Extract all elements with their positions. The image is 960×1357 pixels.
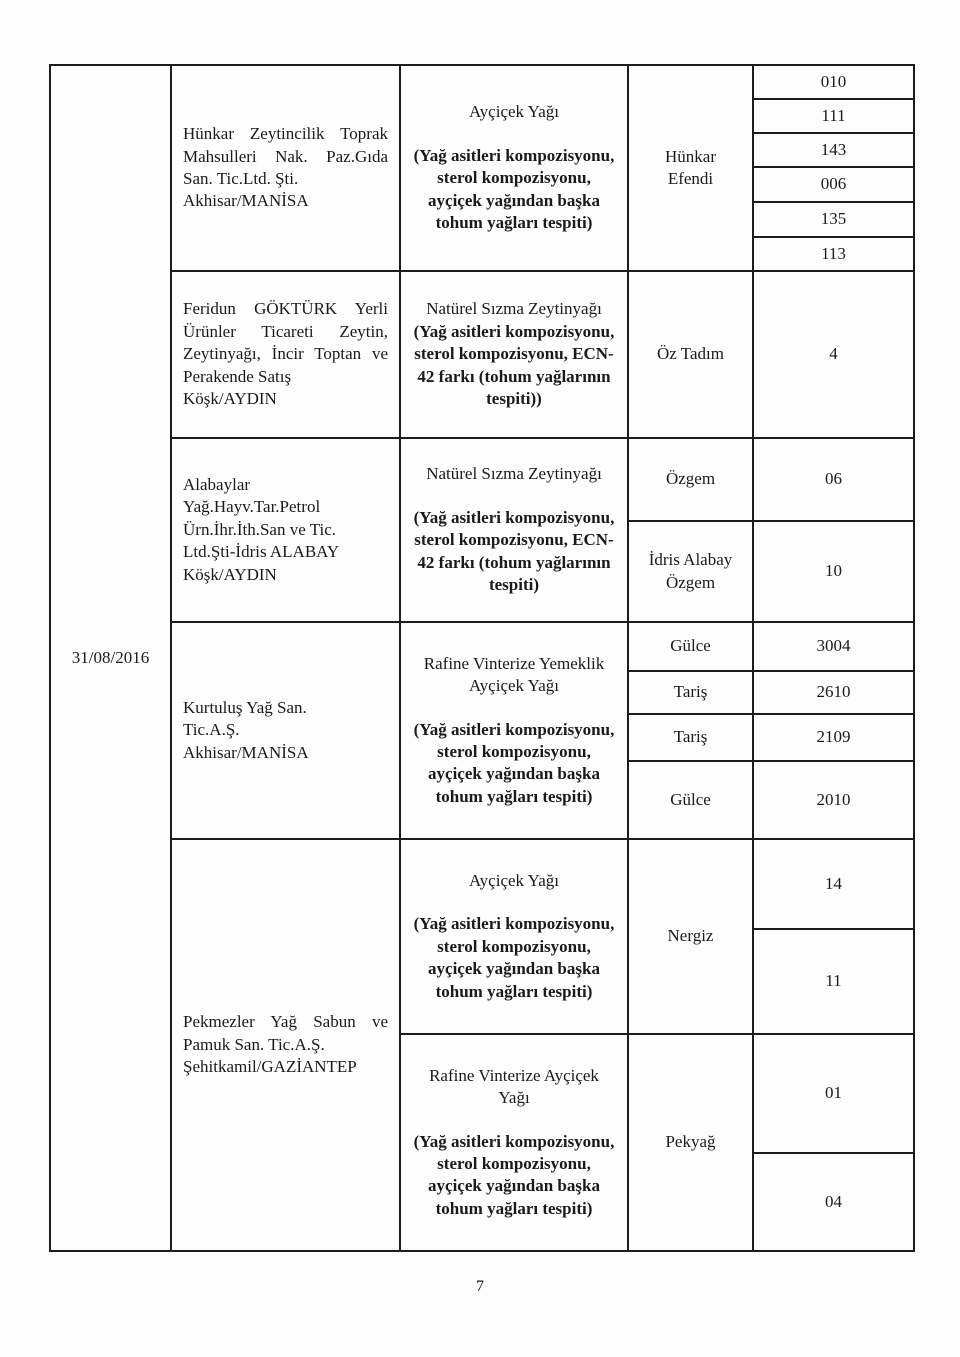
inspection-results-table [49, 64, 915, 1252]
brand-name: Özgem [665, 469, 716, 489]
sample-number-cell [753, 671, 914, 714]
product-cell [400, 622, 628, 839]
sample-number: 143 [820, 139, 847, 159]
sample-number: 14 [825, 873, 842, 893]
company-name: Hünkar Zeytincilik Toprak Mahsulleri Nak. Paz.Gıda San. Tic.Ltd. Şti. Akhisar/MANİSA [183, 124, 388, 211]
company-name: Alabaylar Yağ.Hayv.Tar.Petrol Ürn.İhr.İth.San ve Tic. Ltd.Şti-İdris ALABAY Köşk/AYDIN [183, 474, 340, 584]
sample-number-cell [753, 521, 914, 622]
sample-number-cell [753, 202, 914, 237]
brand-name: İdris Alabay Özgem [648, 550, 733, 592]
sample-number: 3004 [816, 636, 851, 656]
sample-number-cell [753, 237, 914, 271]
product-name: Ayçiçek Yağı [468, 102, 560, 122]
sample-number-cell [753, 65, 914, 99]
sample-number-cell [753, 1153, 914, 1251]
company-cell [171, 438, 400, 622]
sample-number-cell [753, 1034, 914, 1153]
brand-name: Tariş [673, 682, 708, 702]
sample-number: 113 [821, 243, 846, 263]
product-name: Natürel Sızma Zeytinyağı [426, 299, 602, 319]
product-cell [400, 271, 628, 438]
company-name: Feridun GÖKTÜRK Yerli Ürünler Ticareti Zeytin, Zeytinyağı, İncir Toptan ve Perakende Satış Köşk/AYDIN [183, 299, 388, 409]
company-cell [171, 622, 400, 839]
sample-number-cell [753, 271, 914, 438]
sample-number: 04 [825, 1191, 842, 1211]
brand-name: Pekyağ [665, 1132, 716, 1152]
brand-cell [628, 671, 753, 714]
brand-name: Öz Tadım [657, 344, 724, 364]
sample-number: 2610 [816, 682, 851, 702]
sample-number: 111 [821, 105, 846, 125]
sample-number-cell [753, 438, 914, 521]
company-cell [171, 65, 400, 271]
brand-cell [628, 438, 753, 521]
brand-name: Gülce [670, 789, 711, 809]
sample-number: 06 [825, 469, 842, 489]
sample-number: 006 [820, 174, 847, 194]
sample-number-cell [753, 99, 914, 133]
sample-number: 4 [829, 344, 838, 364]
brand-name: Tariş [673, 727, 708, 747]
product-name: Rafine Vinterize Ayçiçek Yağı [429, 1065, 599, 1108]
product-cell [400, 65, 628, 271]
product-cell [400, 438, 628, 622]
product-tests: (Yağ asitleri kompozisyonu, sterol kompozisyonu, ayçiçek yağından başka tohum yağları tespiti) [413, 914, 615, 1001]
brand-cell [628, 622, 753, 671]
sample-number-cell [753, 761, 914, 839]
sample-number: 2010 [816, 789, 851, 809]
product-tests: (Yağ asitleri kompozisyonu, sterol kompozisyonu, ayçiçek yağından başka tohum yağları tespiti) [413, 719, 615, 806]
sample-number: 10 [825, 561, 842, 581]
sample-number: 2109 [816, 727, 851, 747]
sample-number: 11 [825, 971, 842, 991]
product-tests: (Yağ asitleri kompozisyonu, sterol kompozisyonu, ECN-42 farkı (tohum yağlarının tespiti) [413, 507, 615, 595]
brand-name: Nergiz [667, 926, 714, 946]
sample-number: 01 [825, 1083, 842, 1103]
sample-number-cell [753, 167, 914, 202]
product-cell [400, 1034, 628, 1251]
brand-cell [628, 271, 753, 438]
brand-name: Hünkar Efendi [665, 146, 716, 188]
company-cell [171, 839, 400, 1251]
sample-number-cell [753, 839, 914, 929]
sample-number: 010 [820, 71, 847, 91]
company-name: Pekmezler Yağ Sabun ve Pamuk San. Tic.A.Ş. Şehitkamil/GAZİANTEP [183, 1012, 388, 1077]
page-number: 7 [476, 1278, 484, 1295]
company-cell [171, 271, 400, 438]
product-tests: (Yağ asitleri kompozisyonu, sterol kompozisyonu, ECN-42 farkı (tohum yağlarının tespiti)) [413, 321, 615, 409]
product-name: Rafine Vinterize Yemeklik Ayçiçek Yağı [423, 653, 605, 696]
brand-cell [628, 839, 753, 1034]
brand-name: Gülce [670, 636, 711, 656]
sample-number: 135 [820, 209, 847, 229]
brand-cell [628, 65, 753, 271]
product-name: Ayçiçek Yağı [468, 870, 560, 890]
brand-cell [628, 761, 753, 839]
brand-cell [628, 1034, 753, 1251]
product-tests: (Yağ asitleri kompozisyonu, sterol kompozisyonu, ayçiçek yağından başka tohum yağları tespiti) [413, 1131, 615, 1218]
product-tests: (Yağ asitleri kompozisyonu, sterol kompozisyonu, ayçiçek yağından başka tohum yağları tespiti) [413, 145, 615, 233]
product-name: Natürel Sızma Zeytinyağı [426, 464, 602, 484]
brand-cell [628, 521, 753, 622]
sample-number-cell [753, 622, 914, 671]
sample-number-cell [753, 714, 914, 761]
sample-number-cell [753, 929, 914, 1034]
product-cell [400, 839, 628, 1034]
brand-cell [628, 714, 753, 761]
sample-number-cell [753, 133, 914, 167]
date-cell [50, 65, 171, 1251]
inspection-date: 31/08/2016 [71, 647, 150, 667]
company-name: Kurtuluş Yağ San. Tic.A.Ş. Akhisar/MANİSA [183, 697, 309, 762]
